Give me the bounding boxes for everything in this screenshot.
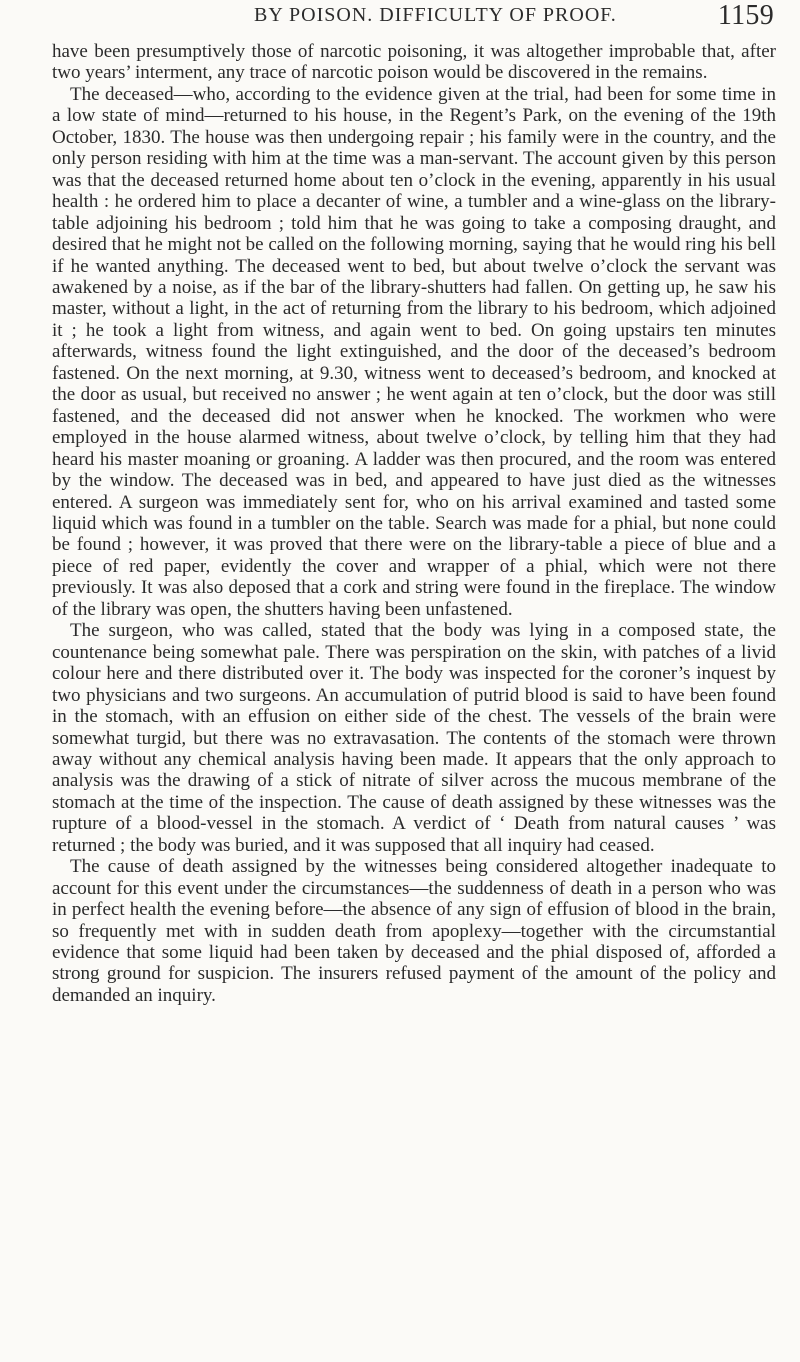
running-head [254,0,774,40]
running-head-title: BY POISON. DIFFICULTY OF PROOF. [254,4,617,26]
paragraph-continued: have been presumptively those of narcotic poisoning, it was altogether improbable that, after two years’ interment, any trace of narcotic poison would be discovered in the remains. [52,41,776,84]
body-text [52,41,776,1006]
paragraph-case-narrative: The deceased—who, according to the evidence given at the trial, had been for some time in a low state of mind—returned to his house, in the Regent’s Park, on the evening of the 19th October, 1830. The house was then undergoing repair ; his family were in the country, and the only person residing with him at the time was a man-servant. The account given by this person was that the deceased returned home about ten o’clock in the evening, apparently in his usual health : he ordered him to place a decanter of wine, a tumbler and a wine-glass on the library-table adjoining his bedroom ; told him that he was going to take a composing draught, and desired that he might not be called on the following morning, saying that he would ring his bell if he wanted anything. The deceased went to bed, but about twelve o’clock the servant was awakened by a noise, as if the bar of the library-shutters had fallen. On getting up, he saw his master, without a light, in the act of returning from the library to his bedroom, which adjoined it ; he took a light from witness, and again went to bed. On going upstairs ten minutes afterwards, witness found the light extinguished, and the door of the deceased’s bedroom fastened. On the next morning, at 9.30, witness went to deceased’s bedroom, and knocked at the door as usual, but received no answer ; he went again at ten o’clock, but the door was still fastened, and the deceased did not answer when he knocked. The workmen who were employed in the house alarmed witness, about twelve o’clock, by telling him that they had heard his master moaning or groaning. A ladder was then procured, and the room was entered by the window. The deceased was in bed, and appeared to have just died as the witnesses entered. A surgeon was immediately sent for, who on his arrival examined and tasted some liquid which was found in a tumbler on the table. Search was made for a phial, but none could be found ; however, it was proved that there were on the library-table a piece of blue and a piece of red paper, evidently the cover and wrapper of a phial, which were not there previously. It was also deposed that a cork and string were found in the fireplace. The window of the library was open, the shutters having been unfastened. [52,83,776,620]
paragraph-suspicion: The cause of death assigned by the witnesses being considered altogether inadequate to account for this event under the circumstances—the suddenness of death in a person who was in perfect health the evening before—the absence of any sign of effusion of blood in the brain, so frequently met with in sudden death from apoplexy—together with the circumstantial evidence that some liquid had been taken by deceased and the phial disposed of, afforded a strong ground for suspicion. The insurers refused payment of the amount of the policy and demanded an inquiry. [52,856,776,1006]
page-number: 1159 [717,0,774,31]
paragraph-surgeon-evidence: The surgeon, who was called, stated that the body was lying in a composed state, the countenance being somewhat pale. There was perspiration on the skin, with patches of a livid colour here and there distributed over it. The body was inspected for the coroner’s inquest by two physicians and two surgeons. An accumulation of putrid blood is said to have been found in the stomach, with an effusion on either side of the chest. The vessels of the brain were somewhat turgid, but there was no extravasation. The contents of the stomach were thrown away without any chemical analysis having been made. It appears that the only approach to analysis was the drawing of a stick of nitrate of silver across the mucous membrane of the stomach at the time of the inspection. The cause of death assigned by these witnesses was the rupture of a blood-vessel in the stomach. A verdict of ‘ Death from natural causes ’ was returned ; the body was buried, and it was supposed that all inquiry had ceased. [52,620,776,856]
